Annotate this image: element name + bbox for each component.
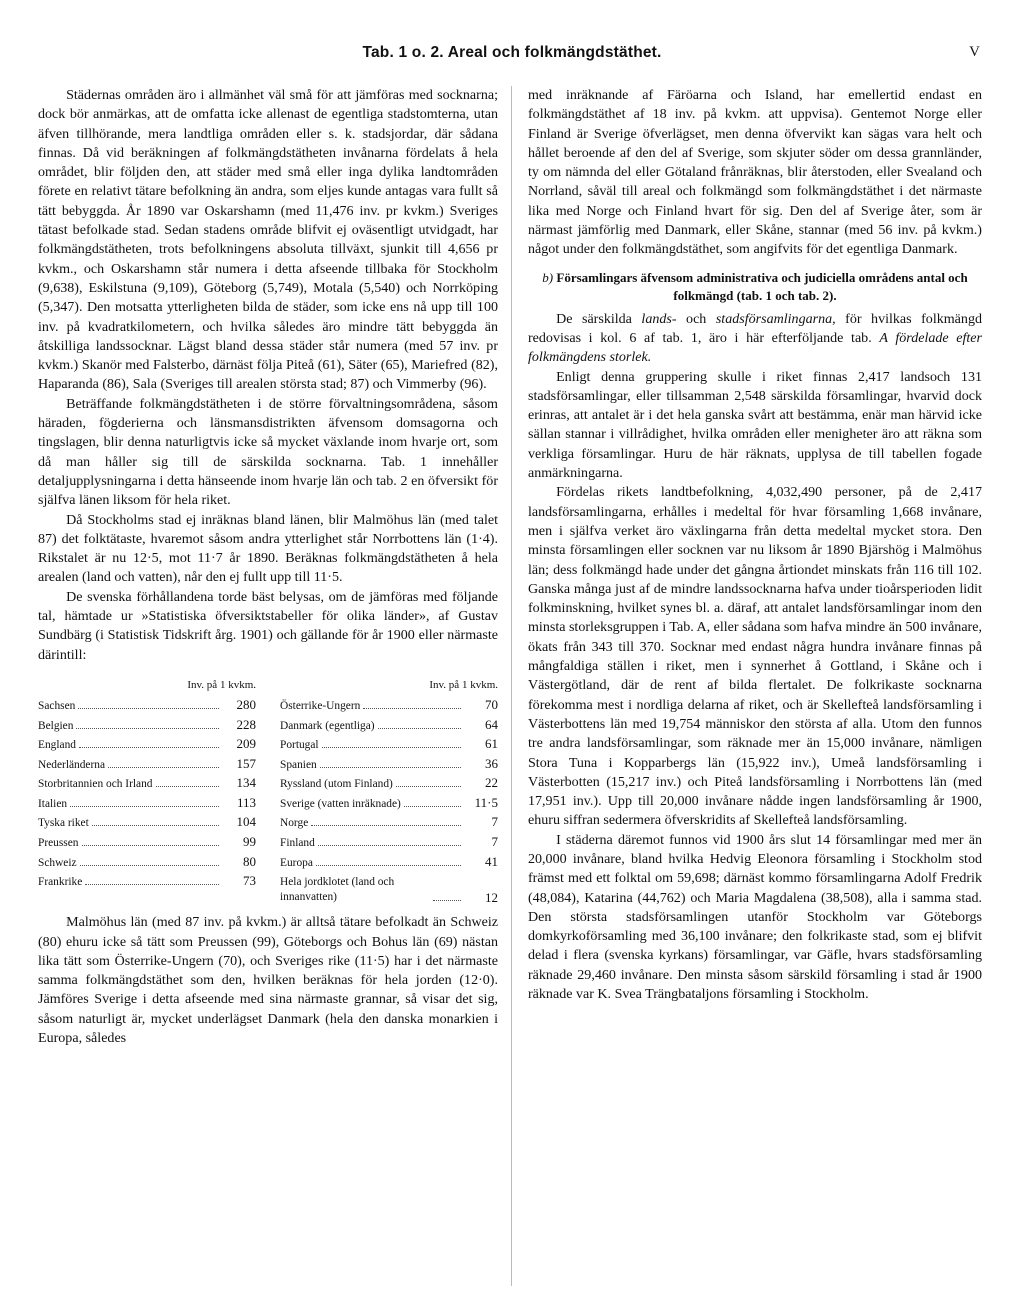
table-row xyxy=(280,734,498,754)
country-name: Danmark (egentliga) xyxy=(280,719,375,732)
column-divider xyxy=(511,86,512,1286)
country-name: Portugal xyxy=(280,739,319,752)
table-row xyxy=(280,793,498,813)
country-name: Norge xyxy=(280,817,309,830)
table-right-half xyxy=(280,675,498,905)
table-row xyxy=(280,773,498,793)
table-column-header: Inv. på 1 kvkm. xyxy=(187,678,256,691)
paragraph: Städernas områden äro i allmänhet väl små för att jämföras med socknarna; dock bör anmärkas, att de omfatta icke allenast de egentliga stadstomterna, utan äfven tillhörande, mera landtliga områden eller s. k. stadsjordar, där sådana finnas. Då vid beräkningen af folkmängdstätheten invånarna fördelats å hela området, blir följden den, att städer med små eller inga dylika landtområden förete en relativt tätare befolkning än andra, som eljes kunde antagas vara fullt så tätt bebyggda. År 1890 var Oskarshamn (med 11,476 inv. pr kvkm.) Sveriges tätast befolkade stad. Sedan stadens område blifvit ej oväsentligt utvidgadt, har folkmängdstätheten, trots befolkningens absoluta tillväxt, sjunkit till 4,656 pr kvkm., och Oskarshamn står numera i detta afseende tillbaka för Stockholm (9,638), Eskilstuna (9,109), Göteborg (5,749), Motala (5,540) och Norrköping (5,347). Den motsatta ytterligheten bilda de städer, som icke ens nå upp till 100 inv. på kvadratkilometern, och hvilka således äro mindre tätt bebyggda än åtskilliga landssocknar. Lägst bland dessa städer står numera (med 57 inv. pr kvkm.) Skanör med Falsterbo, därnäst följa Piteå (61), Säter (65), Mariefred (82), Haparanda (86), Sala (Sveriges till arealen största stad; 87) och Vimmerby (96). xyxy=(38,87,498,393)
table-row xyxy=(38,754,256,774)
density-value: 12 xyxy=(485,890,498,906)
density-value: 80 xyxy=(243,853,256,869)
table-row xyxy=(38,715,256,735)
table-row xyxy=(280,715,498,735)
country-name: England xyxy=(38,739,76,752)
country-name: Preussen xyxy=(38,837,79,850)
table-row xyxy=(38,852,256,872)
density-value: 280 xyxy=(236,696,256,712)
country-name: Tyska riket xyxy=(38,817,89,830)
density-value: 70 xyxy=(485,696,498,712)
table-left-half xyxy=(38,675,256,905)
paragraph: De särskilda lands- och stadsförsamlingarna, för hvilkas folkmängd redovisas i kol. 6 af tab. 1, äro i här efterföljande tab. A fördelade efter folkmängdens storlek. xyxy=(528,310,983,366)
table-row xyxy=(280,695,498,715)
table-column-header: Inv. på 1 kvkm. xyxy=(429,678,498,691)
left-column xyxy=(38,86,498,1048)
table-row xyxy=(280,832,498,852)
page-number: V xyxy=(969,44,980,60)
section-heading xyxy=(528,269,982,305)
density-value: 36 xyxy=(485,755,498,771)
country-name: Hela jordklotet (land och innanvatten) xyxy=(280,876,395,904)
density-value: 7 xyxy=(491,834,498,850)
table-row xyxy=(38,773,256,793)
country-name: Österrike-Ungern xyxy=(280,699,361,712)
country-name: Schweiz xyxy=(38,856,77,869)
page-title: Tab. 1 o. 2. Areal och folkmängdstäthet. xyxy=(362,44,662,61)
density-value: 134 xyxy=(236,775,256,791)
density-value: 73 xyxy=(243,873,256,889)
paragraph: Enligt denna gruppering skulle i riket finnas 2,417 landsoch 131 stadsförsamlingar, eller tillsamman 2,548 särskilda församlingar, hvarvid dock erinras, att antalet är i det hela ganska svårt att bestämma, enär man härvid icke sällan stannar i villrådighet, hvilka områden eller menigheter äro att räkna som verkliga församlingar. Huru de här räknats, upplysa de till tabellen fogade anmärkningarna. xyxy=(528,368,982,482)
table-row xyxy=(280,871,498,905)
table-row xyxy=(280,852,498,872)
country-name: Ryssland (utom Finland) xyxy=(280,778,393,791)
country-name: Sachsen xyxy=(38,699,76,712)
right-column xyxy=(528,86,982,1004)
density-value: 22 xyxy=(485,775,498,791)
country-name: Spanien xyxy=(280,758,317,771)
density-value: 99 xyxy=(243,834,256,850)
paragraph: Fördelas rikets landtbefolkning, 4,032,490 personer, på de 2,417 landsförsamlingarna, erhålles i medeltal för hvar församling 1,668 invånare, men i själfva verket äro växlingarna från detta medeltal mycket stora. Den minsta församlingen eller socknen var nu liksom år 1890 Bjärshög i Malmöhus län; dess folkmängd hade under det gångna årtiondet minskats från 116 till 102. Ganska många just af de mindre landssocknarna hafva under tioårsperioden lidit folkminskning, hvilket synes bl. a. däraf, att antalet landsförsamlingar inom den minsta storleksgruppen i Tab. A, eller sådana som hafva mindre än 500 invånare, ökats från 343 till 370. Socknar med endast några hundra invånare finnas på mångfaldiga ställen i riket, men i synnerhet å Gottland, i Skåne och i Västergötland, där de rent af bilda flertalet. De folkrikaste socknarna förekomma mest i nordliga delarna af riket, och är Skellefteå landsförsamling i Västerbottens län med 19,754 människor den största af alla. Utom den funnos tre andra landsförsamlingar, som räknade mer än 15,000 invånare, nämligen Stora Tuna i Kopparbergs län (15,922 inv.), Umeå landsförsamling i Västerbotten (15,217 inv.) och Piteå landsförsamling i Norrbottens län (med 17,951 inv.). Upp till 20,000 invånare nådde ingen landsförsamling år 1900, ehuru siffran sedermera öfverskridits af Skellefteå landsförsamling. xyxy=(528,484,982,829)
table-row xyxy=(38,871,256,891)
density-value: 157 xyxy=(236,755,256,771)
country-name: Nederländerna xyxy=(38,758,106,771)
density-value: 11·5 xyxy=(474,794,498,810)
density-value: 41 xyxy=(485,853,498,869)
section-label: b) xyxy=(542,269,554,285)
table-row xyxy=(38,812,256,832)
country-name: Sverige (vatten inräknade) xyxy=(280,797,401,810)
table-row xyxy=(38,695,256,715)
paragraph: I städerna däremot funnos vid 1900 års slut 14 församlingar med mer än 20,000 invånare, bland hvilka Hedvig Eleonora församling i Stockholm stod främst med ett folktal om 59,698; därnäst kommo församlingarna Adolf Fredrik (48,084), Katarina (44,762) och Maria Magdalena (38,508), alla i samma stad. Den största stadsförsamlingen utanför Stockholm var Göteborgs domkyrkoförsamling med 36,100 invånare; den folkrikaste stad, som ej blifvit delad i flera (svenska kyrkans) församlingar, var Gäfle, hvars stadsförsamling räknade 29,460 invånare. Den minsta såsom särskild församling i stad år 1900 räknade var K. Svea Trängbataljons församling i Stockholm. xyxy=(528,831,982,1003)
density-value: 64 xyxy=(485,716,498,732)
paragraph: Beträffande folkmängdstätheten i de större förvaltningsområdena, såsom häraden, fögderierna och länsmansdistrikten äfvensom domsagorna och tingslagen, blir denna naturligtvis icke så mycket växlande inom hvarje ort, som då man håller sig till de särskilda socknarna. Tab. 1 innehåller detaljupplysningarna i detta hänseende inom hvarje län och tab. 2 en öfversikt för själfva länen liksom för hela riket. xyxy=(38,395,498,509)
density-value: 7 xyxy=(491,814,498,830)
country-name: Belgien xyxy=(38,719,74,732)
country-name: Italien xyxy=(38,797,68,810)
paragraph: Då Stockholms stad ej inräknas bland länen, blir Malmöhus län (med talet 87) det folktätaste, hvaremot såsom andra ytterlighet står Norrbottens län (1·4). Rikstalet är nu 12·5, mot 11·7 år 1890. Beräknas folkmängdstätheten å hela arealen (land och vatten), når den ej fullt upp till 11·5. xyxy=(38,511,498,586)
paragraph: De svenska förhållandena torde bäst belysas, om de jämföras med följande tal, hämtade ur »Statistiska öfversiktstabeller för olika länder», af Gustav Sundbärg (i Statistisk Tidskrift årg. 1901) och gällande för år 1900 eller närmaste därintill: xyxy=(38,588,498,663)
density-value: 104 xyxy=(236,814,256,830)
country-name: Storbritannien och Irland xyxy=(38,778,153,791)
paragraph: med inräknande af Färöarna och Island, har emellertid endast en folkmängdstäthet af 18 inv. på kvkm. att uppvisa). Gentemot Norge eller Finland är Sverige öfverlägset, men denna öfvervikt kan sägas vara helt och hållet beroende af den del af Sverige, som skjuter söder om dessa grannländer, ty om nämnda del eller Götaland frånräknas, blir återstoden, eller Svealand och Norrland, såväl till areal och folkmängd som folkmängdstäthet i det närmaste lika med Norge och Finland hvart för sig. Den del af Sverige åter, som är närmast jämförlig med Danmark, eller Skåne, stannar (med 56 inv. på kvkm.) något under den folkmängdstäthet, som angifvits för det egentliga Danmark. xyxy=(528,87,982,258)
country-name: Finland xyxy=(280,837,315,850)
density-value: 61 xyxy=(485,736,498,752)
table-row xyxy=(38,734,256,754)
section-title: Församlingars äfvensom administrativa och judiciella områdens antal och folkmängd (tab. 1 och tab. 2). xyxy=(556,269,968,303)
table-row xyxy=(38,832,256,852)
table-row xyxy=(38,793,256,813)
density-comparison-table xyxy=(38,675,498,905)
density-value: 113 xyxy=(236,794,256,810)
country-name: Frankrike xyxy=(38,876,83,889)
density-value: 209 xyxy=(236,736,256,752)
table-row xyxy=(280,754,498,774)
page-header xyxy=(0,44,1024,68)
country-name: Europa xyxy=(280,856,313,869)
paragraph: Malmöhus län (med 87 inv. på kvkm.) är alltså tätare befolkadt än Schweiz (80) ehuru icke så tätt som Preussen (99), Göteborgs och Bohus län (69) nästan lika tätt som Österrike-Ungern (70), och Sveriges rike (11·5) har i det närmaste samma folkmängdstäthet som den, hvilken beräknas för hela jorden (12·0). Jämföres Sverige i detta afseende med sina närmaste grannar, så visar det sig, såsom naturligt är, mycket underlägset Danmark (hela den danska monarkien i Europa, således xyxy=(38,914,498,1047)
table-row xyxy=(280,812,498,832)
density-value: 228 xyxy=(236,716,256,732)
